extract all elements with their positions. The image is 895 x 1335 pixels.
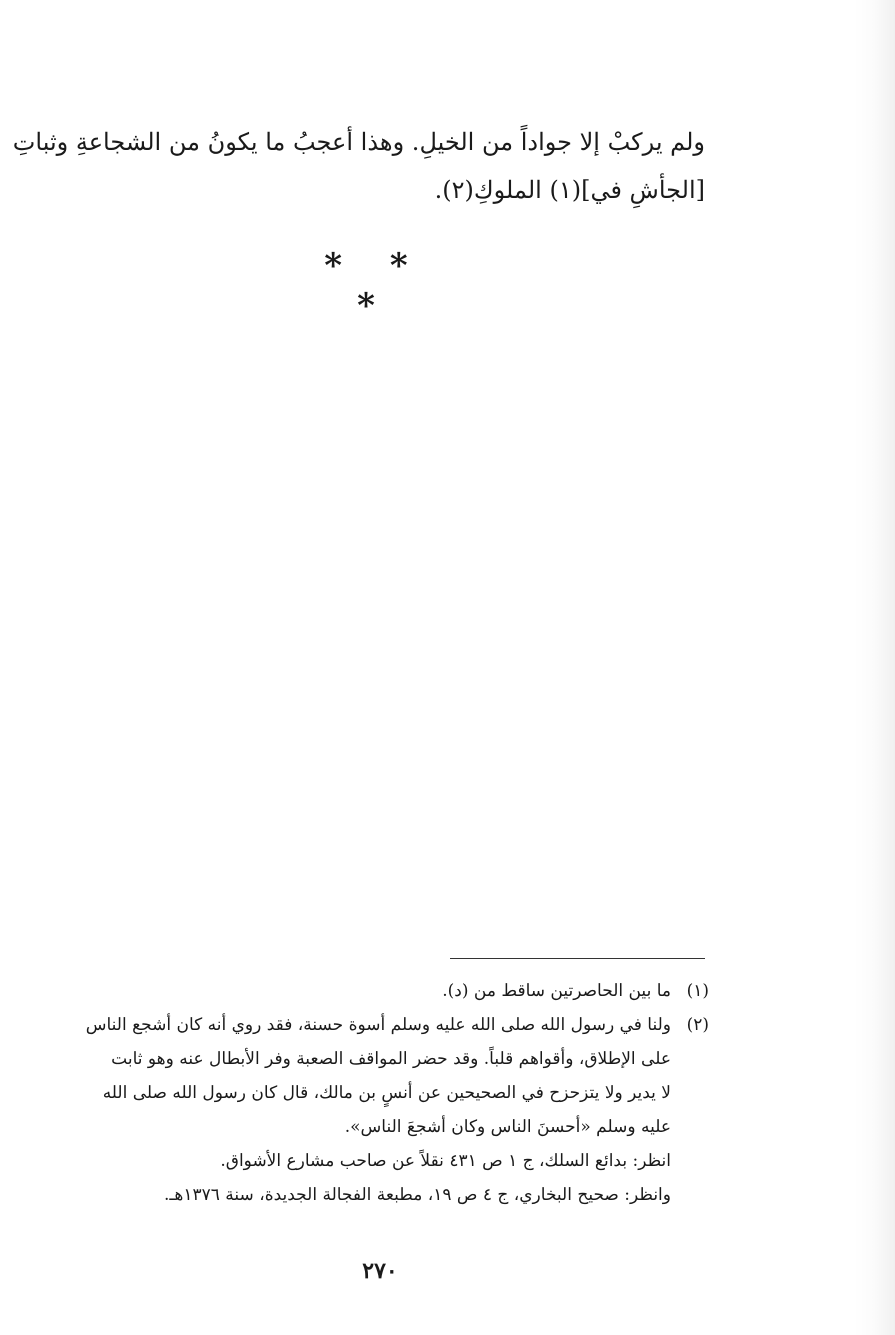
footnote-divider xyxy=(450,958,705,959)
footnote-2-number: (٢) xyxy=(686,1015,709,1035)
footnote-2 xyxy=(34,1008,709,1212)
section-separator: * * * xyxy=(324,246,426,326)
main-text-line-2: [الجأشِ في](١) الملوكِ(٢). xyxy=(434,176,705,204)
footnote-1-number: (١) xyxy=(686,981,709,1001)
footnote-2-line-1: ولنا في رسول الله صلى الله عليه وسلم أسوة حسنة، فقد روي أنه كان أشجع الناس xyxy=(85,1015,671,1035)
footnote-2-line-3: لا يدير ولا يتزحزح في الصحيحين عن أنسٍ بن مالك، قال كان رسول الله صلى الله xyxy=(102,1083,671,1103)
footnote-1 xyxy=(34,974,709,1008)
footnote-2-line-6: وانظر: صحيح البخاري، ج ٤ ص ١٩، مطبعة الفجالة الجديدة، سنة ١٣٧٦هـ. xyxy=(164,1185,671,1205)
page-edge-shadow xyxy=(853,0,895,1335)
footnotes xyxy=(34,974,709,1212)
footnote-1-text: ما بين الحاصرتين ساقط من (د). xyxy=(442,981,671,1001)
footnote-2-line-4: عليه وسلم «أحسنَ الناس وكان أشجعَ الناس». xyxy=(344,1117,671,1137)
footnote-2-line-2: على الإطلاق، وأقواهم قلباً. وقد حضر المواقف الصعبة وفر الأبطال عنه وهو ثابت xyxy=(111,1049,671,1069)
main-paragraph xyxy=(12,118,705,214)
footnote-2-line-5: انظر: بدائع السلك، ج ١ ص ٤٣١ نقلاً عن صاحب مشارع الأشواق. xyxy=(220,1151,671,1171)
page-number: ٢٧٠ xyxy=(362,1258,398,1284)
main-text-line-1: ولم يركبْ إلا جواداً من الخيلِ. وهذا أعجبُ ما يكونُ من الشجاعةِ وثباتِ xyxy=(12,128,705,156)
